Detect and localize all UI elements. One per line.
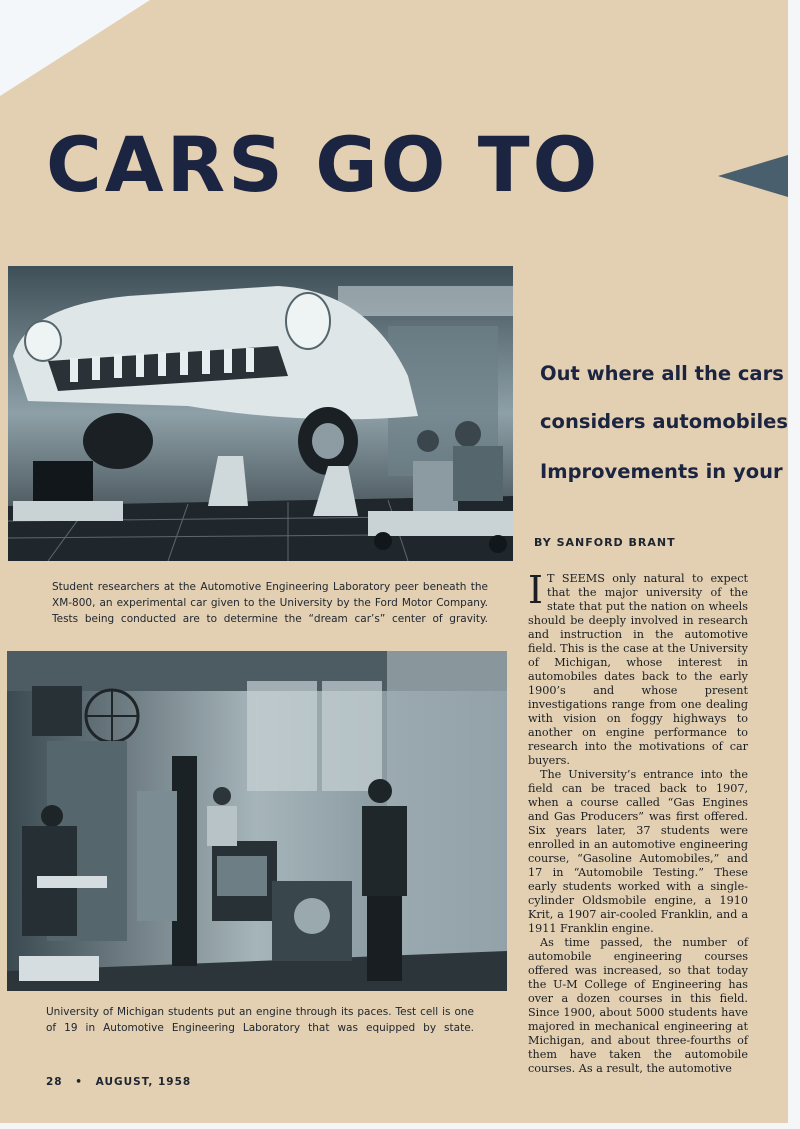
subheadline-line-2: considers automobiles [540,410,788,433]
photo-caption-car: Student researchers at the Automotive Engineering Laboratory peer beneath the XM-800, an experimental car given to the University by the Ford Motor Company. Tests being conducted are to determine the “dream car’s” center of gravity. [52,581,488,625]
article-paragraph-2: The University’s entrance into the field can be traced back to 1907, when a course called “Gas Engines and Gas Producers” was first offered. Six years later, 37 students were enrolled in an automotive engineering course, “Gasoline Automobiles,” and 17 in “Automobile Testing.” These early students worked with a single-cylinder Oldsmobile engine, a 1910 Krit, a 1907 air-cooled Franklin, and a 1911 Franklin engine. [528,768,748,935]
byline: BY SANFORD BRANT [534,536,676,549]
paragraph-1-text: T SEEMS only natural to expect that the major university of the state that put the nation on wheels should be deeply involved in research and instruction in the automotive field. This is the case at the University of Michigan, whose interest in automobiles dates back to the early 1900’s and whose present investigations range from one dealing with vision on foggy highways to another on engine performance to research into the motivations of car buyers. [528,572,748,767]
photo-caption-engine: University of Michigan students put an engine through its paces. Test cell is one of 19 in Automotive Engineering Laboratory that was equipped by state. [46,1006,474,1034]
page-number: 28 [46,1076,63,1088]
article-paragraph-1 [528,568,748,768]
issue-date: AUGUST, 1958 [95,1076,192,1088]
page-bottom-edge [0,1123,800,1129]
article-paragraph-3: As time passed, the number of automobile engineering courses offered was increased, so that today the U-M College of Engineering has over a dozen courses in this field. Since 1900, about 5000 students have majored in mechanical engineering at Michigan, and about three-fourths of them have taken the automobile courses. As a result, the automotive [528,936,748,1075]
headline: CARS GO TO [46,120,601,209]
photo-test-cell-illustration [7,651,507,991]
folio-separator: • [75,1076,83,1088]
article-body [528,568,748,1076]
arrow-left-icon [718,155,788,197]
torn-corner [0,0,150,96]
subheadline-line-1: Out where all the cars [540,362,784,385]
photo-xm800-car [8,266,513,561]
page-right-edge [788,0,800,1129]
photo-xm800-illustration [8,266,513,561]
folio [46,1076,191,1088]
subheadline-line-3: Improvements in your [540,460,783,483]
drop-cap: I [528,568,544,612]
photo-engine-test-cell [7,651,507,991]
